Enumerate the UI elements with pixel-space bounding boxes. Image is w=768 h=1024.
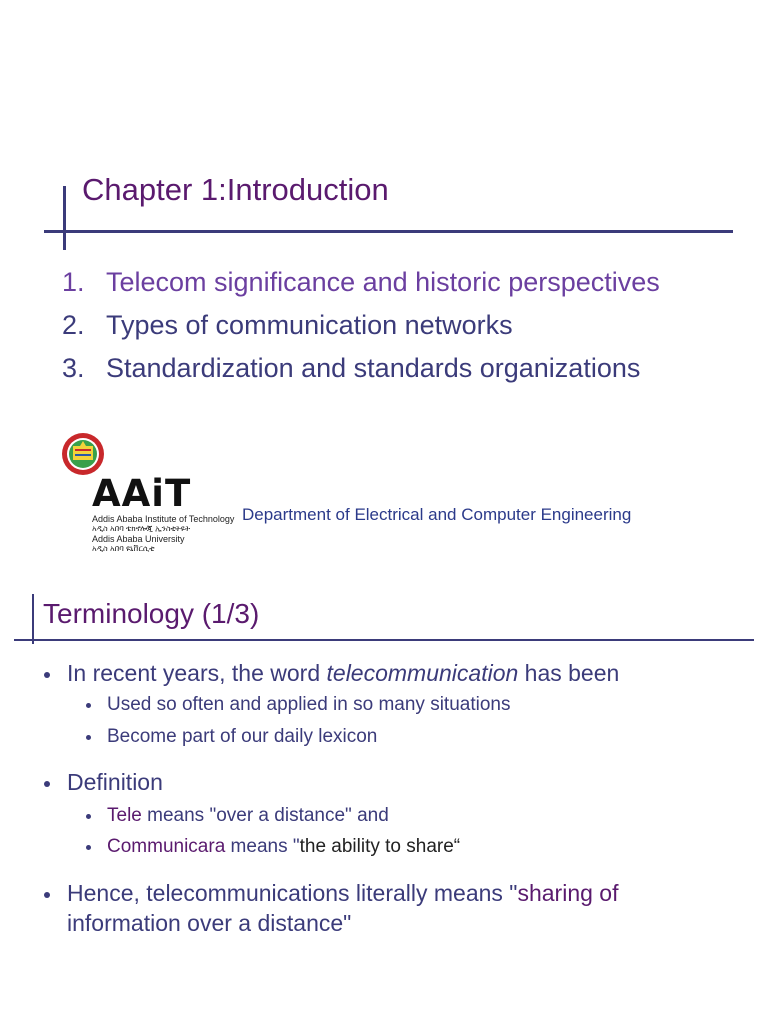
bullet-text: Become part of our daily lexicon — [107, 726, 378, 747]
bullet-icon — [86, 814, 91, 819]
logo-wordmark: AAiT — [92, 472, 192, 515]
list-item-text: Telecom significance and historic perspectives — [106, 267, 660, 297]
bullet-icon — [44, 781, 50, 787]
bullet-icon — [86, 703, 91, 708]
list-item — [62, 267, 660, 298]
list-item — [62, 353, 640, 384]
bullet-text: Communicara means "the ability to share“ — [107, 836, 461, 857]
bullet-text: Definition — [67, 769, 163, 795]
bullet-icon — [44, 672, 50, 678]
bullet-text: Hence, telecommunications literally means "sharing of — [67, 880, 619, 906]
logo-line: አዲስ አበባ ቴክኖሎጂ ኢንስቲትዩት — [92, 524, 191, 533]
logo-line: Addis Ababa Institute of Technology — [92, 514, 235, 524]
bullet-text: In recent years, the word telecommunication has been — [67, 660, 620, 686]
highlight-text: sharing of — [517, 880, 619, 906]
aait-logo — [92, 474, 234, 554]
list-item — [62, 310, 513, 341]
logo-line: Addis Ababa University — [92, 534, 185, 544]
bullet-icon — [86, 845, 91, 850]
list-number: 3. — [62, 353, 85, 383]
logo-line: አዲስ አበባ ዩኒቨርሲቲ — [92, 544, 155, 553]
title-rule-horizontal — [44, 230, 733, 233]
bullet-text: Used so often and applied in so many situations — [107, 694, 511, 715]
list-item-text: Standardization and standards organizations — [106, 353, 641, 383]
list-number: 2. — [62, 310, 85, 340]
title-rule-horizontal — [14, 639, 754, 641]
title-rule-vertical — [63, 186, 66, 250]
bullet-text: information over a distance" — [67, 910, 352, 936]
slide-title: Terminology (1/3) — [43, 598, 260, 629]
bullet-text: Tele means "over a distance" and — [107, 805, 389, 826]
title-rule-vertical — [32, 594, 34, 644]
bullet-icon — [86, 735, 91, 740]
list-item-text: Types of communication networks — [106, 310, 513, 340]
emphasis-term: telecommunication — [326, 660, 519, 686]
bullet-icon — [44, 892, 50, 898]
department-name: Department of Electrical and Computer Engineering — [242, 505, 632, 524]
slide-title: Chapter 1:Introduction — [82, 172, 389, 207]
list-number: 1. — [62, 267, 85, 297]
university-seal-icon — [61, 432, 105, 476]
